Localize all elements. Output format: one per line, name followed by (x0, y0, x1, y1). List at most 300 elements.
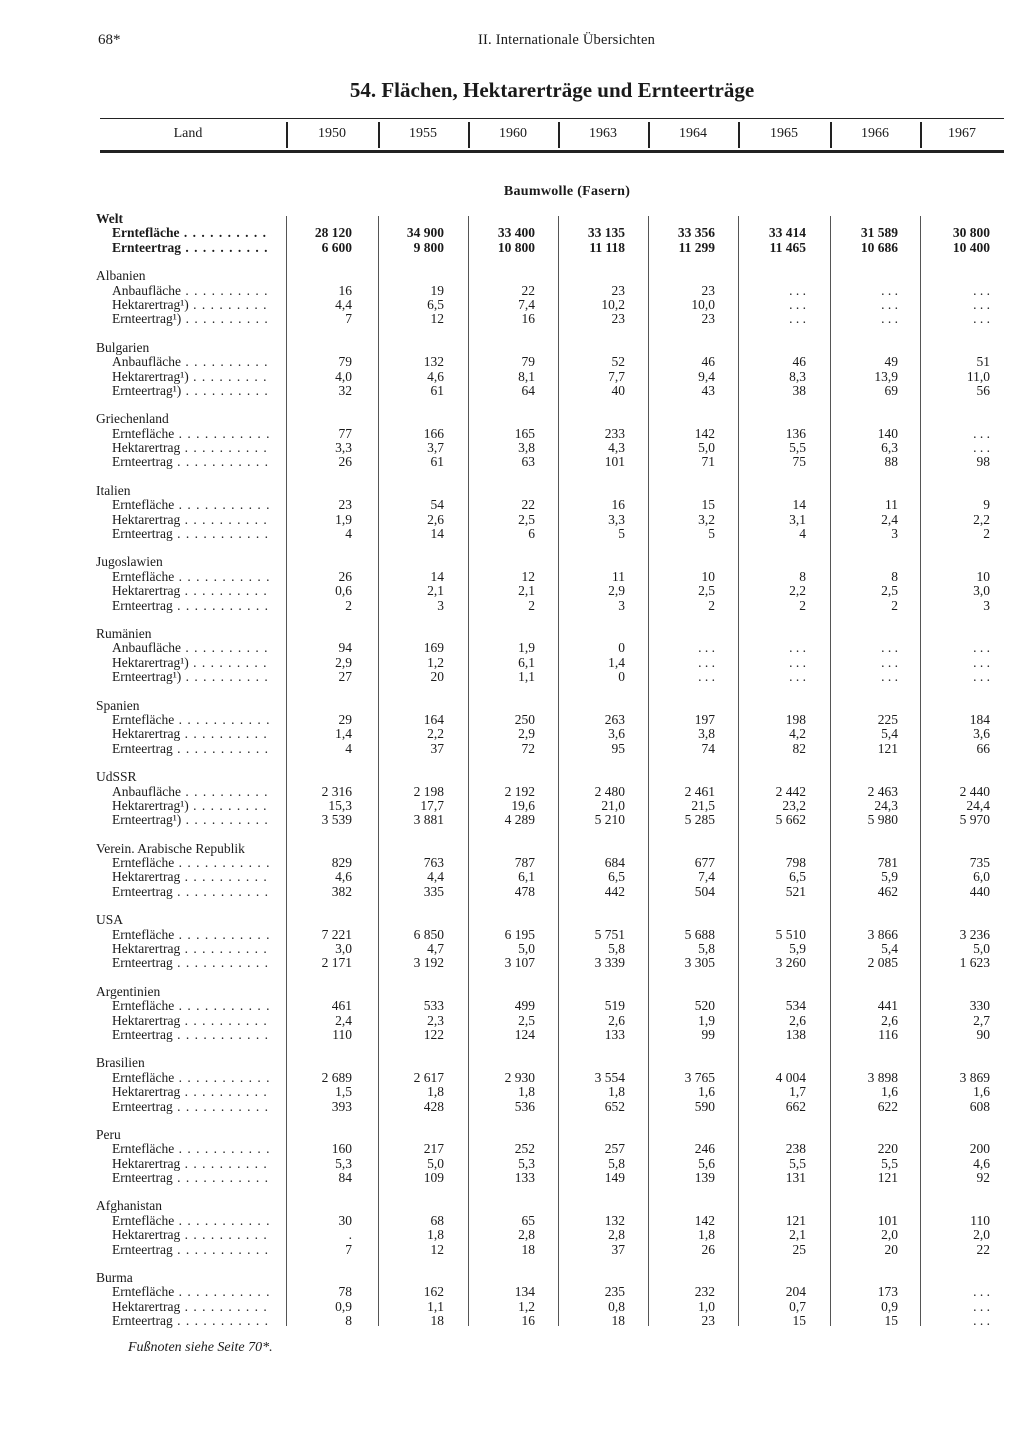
table-cell: 3 192 (413, 955, 444, 971)
table-row (0, 742, 1024, 756)
table-row (0, 1243, 1024, 1257)
table-row (0, 1028, 1024, 1042)
table-row (0, 1014, 1024, 1028)
table-cell: 462 (877, 883, 898, 899)
row-label: Ernteertrag . . . (112, 1028, 272, 1042)
table-cell: . . . (881, 311, 898, 327)
country-block (0, 269, 1024, 327)
table-cell: 26 (701, 1241, 715, 1257)
table-cell: 121 (877, 740, 898, 756)
table-column-line (920, 216, 921, 1326)
row-label: Anbaufläche . . . (112, 355, 272, 369)
table-cell: 2,7 (973, 1012, 990, 1028)
row-label: Hektarertrag . . . (112, 727, 272, 741)
table-cell: 499 (514, 998, 535, 1014)
table-cell: 2 930 (504, 1069, 535, 1085)
table-cell: 11,0 (966, 368, 990, 384)
table-cell: 173 (877, 1284, 898, 1300)
table-cell: 1,2 (518, 1298, 535, 1314)
table-cell: 133 (604, 1026, 625, 1042)
table-cell: 5 210 (594, 812, 625, 828)
table-row (0, 427, 1024, 441)
table-cell: 24,4 (966, 797, 990, 813)
table-cell: . . . (881, 640, 898, 656)
table-cell: 7,7 (608, 368, 625, 384)
table-row (0, 785, 1024, 799)
table-cell: 5 980 (867, 812, 898, 828)
table-cell: 2 (799, 597, 806, 613)
table-cell: . . . (973, 440, 990, 456)
table-cell: 160 (331, 1141, 352, 1157)
table-cell: 46 (792, 354, 806, 370)
table-cell: 37 (611, 1241, 625, 1257)
table-row (0, 670, 1024, 684)
column-header-year: 1966 (861, 126, 889, 141)
table-cell: 43 (701, 382, 715, 398)
table-cell: 92 (976, 1170, 990, 1186)
table-cell: 220 (877, 1141, 898, 1157)
table-cell: 1 623 (959, 955, 990, 971)
table-cell: 5,4 (881, 941, 898, 957)
table-cell: 33 414 (768, 225, 806, 241)
table-cell: 12 (430, 1241, 444, 1257)
table-cell: 46 (701, 354, 715, 370)
table-cell: 3,3 (608, 511, 625, 527)
table-cell: 3 339 (594, 955, 625, 971)
row-label: Ernteertrag . . . (112, 455, 272, 469)
table-cell: 109 (423, 1170, 444, 1186)
table-cell: 735 (969, 855, 990, 871)
table-cell: 1,2 (427, 654, 444, 670)
table-cell: 200 (969, 1141, 990, 1157)
table-cell: 16 (521, 311, 535, 327)
table-cell: 0,9 (881, 1298, 898, 1314)
table-cell: 15 (884, 1313, 898, 1329)
table-row (0, 584, 1024, 598)
table-cell: 2 (345, 597, 352, 613)
table-cell: 124 (514, 1026, 535, 1042)
table-row (0, 570, 1024, 584)
table-cell: 18 (521, 1241, 535, 1257)
row-label: Hektarertrag¹) . . . (112, 370, 272, 384)
column-divider (286, 122, 288, 148)
table-cell: 4 (345, 526, 352, 542)
table-cell: 162 (423, 1284, 444, 1300)
table-cell: 116 (878, 1026, 898, 1042)
table-cell: 0 (618, 640, 625, 656)
table-row (0, 656, 1024, 670)
table-cell: 20 (430, 669, 444, 685)
column-divider (648, 122, 650, 148)
table-row (0, 455, 1024, 469)
table-cell: 10 400 (952, 239, 990, 255)
table-cell: 2,9 (608, 583, 625, 599)
running-head: II. Internationale Übersichten (478, 32, 656, 48)
row-label: Ernteertrag¹) . . . (112, 312, 272, 326)
table-cell: 8,1 (518, 368, 535, 384)
table-row (0, 226, 1024, 240)
table-cell: 64 (521, 382, 535, 398)
table-cell: 11 465 (769, 239, 806, 255)
table-cell: 1,4 (335, 726, 352, 742)
table-cell: 149 (604, 1170, 625, 1186)
table-cell: 21,0 (601, 797, 625, 813)
row-label: Erntefläche . . . (112, 1285, 272, 1299)
table-row (0, 284, 1024, 298)
table-cell: 232 (694, 1284, 715, 1300)
column-divider (378, 122, 380, 148)
table-cell: 2 (891, 597, 898, 613)
table-cell: 18 (430, 1313, 444, 1329)
country-block (0, 484, 1024, 542)
table-cell: 3,8 (518, 440, 535, 456)
row-label: Ernteertrag . . . (112, 1314, 272, 1328)
table-cell: 382 (331, 883, 352, 899)
table-cell: . . . (973, 654, 990, 670)
table-cell: 23 (701, 311, 715, 327)
table-cell: 122 (423, 1026, 444, 1042)
table-cell: . . . (789, 654, 806, 670)
country-block (0, 1199, 1024, 1257)
table-cell: 33 135 (587, 225, 625, 241)
table-cell: 10 (976, 568, 990, 584)
table-row (0, 999, 1024, 1013)
country-row (0, 842, 1024, 856)
table-cell: 74 (701, 740, 715, 756)
table-cell: 63 (521, 454, 535, 470)
row-label: Ernteertrag . . . (112, 527, 272, 541)
table-cell: 204 (785, 1284, 806, 1300)
table-cell: 2,0 (881, 1227, 898, 1243)
table-cell: 6,1 (518, 869, 535, 885)
table-row (0, 1071, 1024, 1085)
table-cell: 5 (618, 526, 625, 542)
table-cell: 1,4 (608, 654, 625, 670)
country-block (0, 770, 1024, 828)
row-label: Hektarertrag¹) . . . (112, 298, 272, 312)
table-cell: 4 (799, 526, 806, 542)
table-row (0, 641, 1024, 655)
country-row (0, 484, 1024, 498)
country-block (0, 913, 1024, 971)
row-label: Ernteertrag . . . (112, 956, 272, 970)
country-row (0, 627, 1024, 641)
table-row (0, 942, 1024, 956)
table-cell: . . . (789, 669, 806, 685)
table-cell: 662 (785, 1098, 806, 1114)
table-cell: 6,5 (427, 296, 444, 312)
country-name: Brasilien (96, 1055, 145, 1071)
table-cell: 2,4 (881, 511, 898, 527)
table-cell: 2 689 (321, 1069, 352, 1085)
table-cell: 3 869 (959, 1069, 990, 1085)
table-cell: 335 (423, 883, 444, 899)
country-row (0, 913, 1024, 927)
table-cell: 2,1 (518, 583, 535, 599)
country-row (0, 770, 1024, 784)
table-cell: 781 (877, 855, 898, 871)
table-cell: 6 600 (321, 239, 352, 255)
table-row (0, 298, 1024, 312)
table-row (0, 1228, 1024, 1242)
table-cell: 3,6 (608, 726, 625, 742)
table-cell: 54 (430, 497, 444, 513)
table-cell: 68 (430, 1212, 444, 1228)
table-cell: 5,0 (973, 941, 990, 957)
row-label: Anbaufläche . . . (112, 785, 272, 799)
table-cell: 590 (694, 1098, 715, 1114)
country-row (0, 212, 1024, 226)
table-cell: 69 (884, 382, 898, 398)
table-cell: 132 (604, 1212, 625, 1228)
country-name: Spanien (96, 697, 140, 713)
table-cell: 197 (694, 711, 715, 727)
table-cell: 31 589 (860, 225, 898, 241)
row-label: Hektarertrag¹) . . . (112, 799, 272, 813)
table-cell: 3 (891, 526, 898, 542)
table-cell: 78 (338, 1284, 352, 1300)
table-cell: 1,9 (698, 1012, 715, 1028)
table-cell: 13,9 (874, 368, 898, 384)
table-cell: 75 (792, 454, 806, 470)
column-divider (468, 122, 470, 148)
table-cell: 134 (514, 1284, 535, 1300)
table-cell: 0,9 (335, 1298, 352, 1314)
table-cell: 139 (694, 1170, 715, 1186)
table-cell: 3,1 (789, 511, 806, 527)
table-cell: 6 195 (504, 926, 535, 942)
table-cell: 136 (785, 425, 806, 441)
country-block (0, 699, 1024, 757)
table-cell: 5 510 (775, 926, 806, 942)
table-cell: 5,8 (698, 941, 715, 957)
table-cell: 7 221 (321, 926, 352, 942)
table-cell: 33 400 (497, 225, 535, 241)
table-cell: 2,6 (427, 511, 444, 527)
table-cell: 330 (969, 998, 990, 1014)
table-cell: 11 (612, 568, 625, 584)
footnote: Fußnoten siehe Seite 70*. (128, 1340, 273, 1355)
table-row (0, 727, 1024, 741)
country-block (0, 1056, 1024, 1114)
table-cell: 5,8 (608, 1155, 625, 1171)
country-row (0, 699, 1024, 713)
table-cell: 101 (604, 454, 625, 470)
column-header-year: 1955 (409, 126, 437, 141)
table-cell: . . . (881, 282, 898, 298)
table-cell: 28 120 (314, 225, 352, 241)
table-cell: 12 (521, 568, 535, 584)
table-cell: 2 171 (321, 955, 352, 971)
table-cell: 2 442 (775, 783, 806, 799)
row-label: Hektarertrag . . . (112, 1157, 272, 1171)
table-cell: 2 440 (959, 783, 990, 799)
table-cell: 23 (338, 497, 352, 513)
table-row (0, 384, 1024, 398)
table-cell: 5 970 (959, 812, 990, 828)
table-cell: 142 (694, 1212, 715, 1228)
row-label: Ernteertrag . . . (112, 1100, 272, 1114)
table-cell: 38 (792, 382, 806, 398)
table-cell: . . . (881, 669, 898, 685)
table-cell: 3 (983, 597, 990, 613)
table-cell: 56 (976, 382, 990, 398)
table-cell: 10,0 (691, 296, 715, 312)
country-block (0, 1271, 1024, 1329)
table-cell: 164 (423, 711, 444, 727)
row-label: Erntefläche . . . (112, 928, 272, 942)
country-name: UdSSR (96, 769, 137, 785)
country-name: Rumänien (96, 625, 152, 641)
table-cell: 7,4 (518, 296, 535, 312)
table-cell: 1,6 (881, 1084, 898, 1100)
table-cell: 4,6 (427, 368, 444, 384)
table-cell: 49 (884, 354, 898, 370)
row-label: Erntefläche . . . (112, 226, 272, 240)
table-cell: 23 (701, 1313, 715, 1329)
table-cell: 1,8 (608, 1084, 625, 1100)
table-cell: 3 (618, 597, 625, 613)
row-label: Hektarertrag . . . (112, 1228, 272, 1242)
table-cell: 3,7 (427, 440, 444, 456)
table-cell: 3 236 (959, 926, 990, 942)
table-cell: 19 (430, 282, 444, 298)
table-cell: 2,8 (518, 1227, 535, 1243)
table-cell: 1,8 (427, 1227, 444, 1243)
table-cell: 442 (604, 883, 625, 899)
table-cell: 5,6 (698, 1155, 715, 1171)
table-cell: 15,3 (328, 797, 352, 813)
table-cell: 121 (785, 1212, 806, 1228)
table-cell: 7 (345, 1241, 352, 1257)
table-cell: 5,4 (881, 726, 898, 742)
table-cell: 121 (877, 1170, 898, 1186)
column-divider (830, 122, 832, 148)
table-cell: 2,8 (608, 1227, 625, 1243)
table-cell: 217 (423, 1141, 444, 1157)
table-cell: 3 305 (684, 955, 715, 971)
table-cell: 393 (331, 1098, 352, 1114)
table-cell: 6,0 (973, 869, 990, 885)
table-cell: 19,6 (511, 797, 535, 813)
row-label: Ernteertrag . . . (112, 599, 272, 613)
row-label: Hektarertrag . . . (112, 942, 272, 956)
table-cell: 23,2 (782, 797, 806, 813)
row-label: Erntefläche . . . (112, 999, 272, 1013)
table-cell: 7 (345, 311, 352, 327)
table-cell: 461 (331, 998, 352, 1014)
column-divider (920, 122, 922, 148)
table-cell: 184 (969, 711, 990, 727)
row-label: Erntefläche . . . (112, 1071, 272, 1085)
country-name: Afghanistan (96, 1198, 162, 1214)
table-cell: 4,6 (973, 1155, 990, 1171)
table-cell: 90 (976, 1026, 990, 1042)
table-cell: 2,5 (518, 511, 535, 527)
table-cell: 1,9 (518, 640, 535, 656)
table-row (0, 599, 1024, 613)
country-block (0, 341, 1024, 399)
table-cell: 110 (970, 1212, 990, 1228)
country-name: Welt (96, 211, 123, 226)
country-row (0, 1056, 1024, 1070)
table-cell: 79 (521, 354, 535, 370)
column-divider (738, 122, 740, 148)
country-row (0, 555, 1024, 569)
table-cell: 4,0 (335, 368, 352, 384)
table-cell: 1,8 (427, 1084, 444, 1100)
table-cell: . . . (881, 296, 898, 312)
row-label: Erntefläche . . . (112, 856, 272, 870)
country-name: USA (96, 912, 124, 928)
table-cell: 6 (528, 526, 535, 542)
table-cell: 22 (521, 282, 535, 298)
table-cell: 4 289 (504, 812, 535, 828)
table-column-line (378, 216, 379, 1326)
table-cell: . . . (973, 425, 990, 441)
table-column-line (738, 216, 739, 1326)
country-name: Jugoslawien (96, 554, 163, 570)
table-cell: 10,2 (601, 296, 625, 312)
table-cell: 235 (604, 1284, 625, 1300)
table-cell: 2,5 (881, 583, 898, 599)
table-cell: 17,7 (420, 797, 444, 813)
country-name: Verein. Arabische Republik (96, 840, 245, 856)
table-column-line (286, 216, 287, 1326)
table-cell: 4,4 (427, 869, 444, 885)
table-cell: 622 (877, 1098, 898, 1114)
table-cell: 29 (338, 711, 352, 727)
table-cell: 98 (976, 454, 990, 470)
table-cell: . . . (789, 311, 806, 327)
table-cell: 5,5 (881, 1155, 898, 1171)
table-cell: 1,0 (698, 1298, 715, 1314)
country-block (0, 1128, 1024, 1186)
country-row (0, 269, 1024, 283)
table-cell: 2 (708, 597, 715, 613)
table-cell: 246 (694, 1141, 715, 1157)
table-column-line (468, 216, 469, 1326)
table-cell: 2 198 (413, 783, 444, 799)
table-cell: 32 (338, 382, 352, 398)
table-column-line (558, 216, 559, 1326)
table-cell: 169 (423, 640, 444, 656)
table-cell: 2,2 (789, 583, 806, 599)
country-name: Albanien (96, 268, 146, 284)
table-cell: 3,6 (973, 726, 990, 742)
header-bottom-rule (100, 150, 1004, 153)
table-cell: . . . (973, 669, 990, 685)
table-cell: 763 (423, 855, 444, 871)
table-cell: 3 765 (684, 1069, 715, 1085)
table-cell: 16 (521, 1313, 535, 1329)
table-cell: 829 (331, 855, 352, 871)
country-name: Burma (96, 1270, 133, 1286)
table-row (0, 1171, 1024, 1185)
table-cell: 428 (423, 1098, 444, 1114)
table-cell: 6 850 (413, 926, 444, 942)
table-cell: 225 (877, 711, 898, 727)
table-cell: 61 (430, 454, 444, 470)
table-cell: 0,7 (789, 1298, 806, 1314)
table-cell: 534 (785, 998, 806, 1014)
row-label: Ernteertrag . . . (112, 742, 272, 756)
row-label: Anbaufläche . . . (112, 641, 272, 655)
table-cell: 1,7 (789, 1084, 806, 1100)
table-cell: 6,5 (608, 869, 625, 885)
table-cell: 2,6 (789, 1012, 806, 1028)
table-row (0, 928, 1024, 942)
